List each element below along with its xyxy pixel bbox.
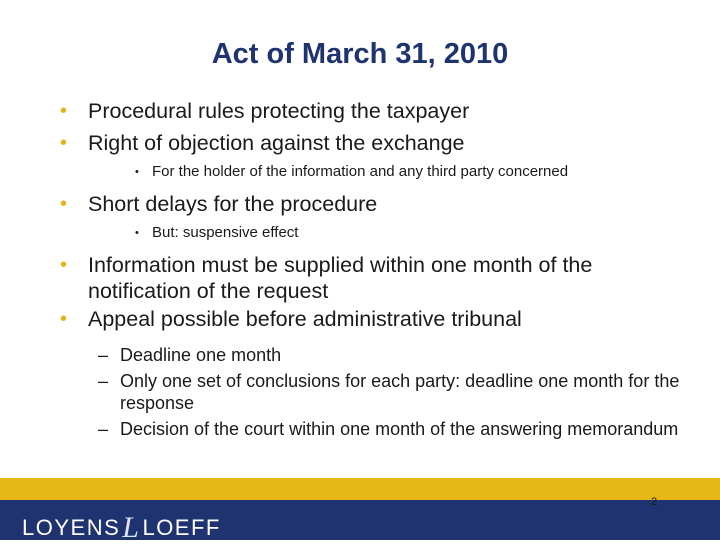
bullet-text: Information must be supplied within one month of the notification of the request <box>88 253 593 303</box>
sub-bullet-holder <box>60 162 680 182</box>
sub-bullet-text: For the holder of the information and any third party concerned <box>152 163 569 180</box>
appeal-item-deadline <box>60 344 680 366</box>
dash-icon: – <box>98 419 109 439</box>
dash-icon: – <box>98 345 109 365</box>
bullet-icon: • <box>60 100 68 122</box>
bullet-icon: • <box>60 193 68 215</box>
logo-text-left: LOYENS <box>22 515 121 540</box>
bullet-appeal <box>60 306 680 332</box>
logo-mark-icon: L <box>122 511 141 544</box>
appeal-item-text: Decision of the court within one month of the answering memorandum <box>120 419 679 439</box>
sub-bullet-icon: • <box>135 166 139 178</box>
appeal-item-conclusions <box>60 370 680 414</box>
sub-bullet-suspensive <box>60 223 680 243</box>
bullet-information-supplied <box>60 252 680 304</box>
company-logo <box>22 509 221 543</box>
bullet-text: Short delays for the procedure <box>88 192 378 216</box>
sub-bullet-icon: • <box>135 227 139 239</box>
sub-bullet-text: But: suspensive effect <box>152 224 299 241</box>
bullet-short-delays <box>60 191 680 217</box>
appeal-item-decision <box>60 418 680 440</box>
bullet-icon: • <box>60 132 68 154</box>
bullet-procedural-rules <box>60 98 680 124</box>
bullet-icon: • <box>60 308 68 330</box>
slide-content <box>60 98 680 444</box>
slide-title: Act of March 31, 2010 <box>211 38 509 70</box>
logo-text-right: LOEFF <box>142 515 221 540</box>
page-number: 2 <box>651 496 658 508</box>
bullet-text: Right of objection against the exchange <box>88 131 465 155</box>
bullet-text: Appeal possible before administrative tribunal <box>88 307 522 331</box>
bullet-icon: • <box>60 254 68 276</box>
appeal-item-text: Only one set of conclusions for each party: deadline one month for the response <box>120 371 680 413</box>
bullet-right-of-objection <box>60 130 680 156</box>
dash-icon: – <box>98 371 109 391</box>
footer-gold-band <box>0 478 720 500</box>
appeal-item-text: Deadline one month <box>120 345 282 365</box>
bullet-text: Procedural rules protecting the taxpayer <box>88 99 470 123</box>
